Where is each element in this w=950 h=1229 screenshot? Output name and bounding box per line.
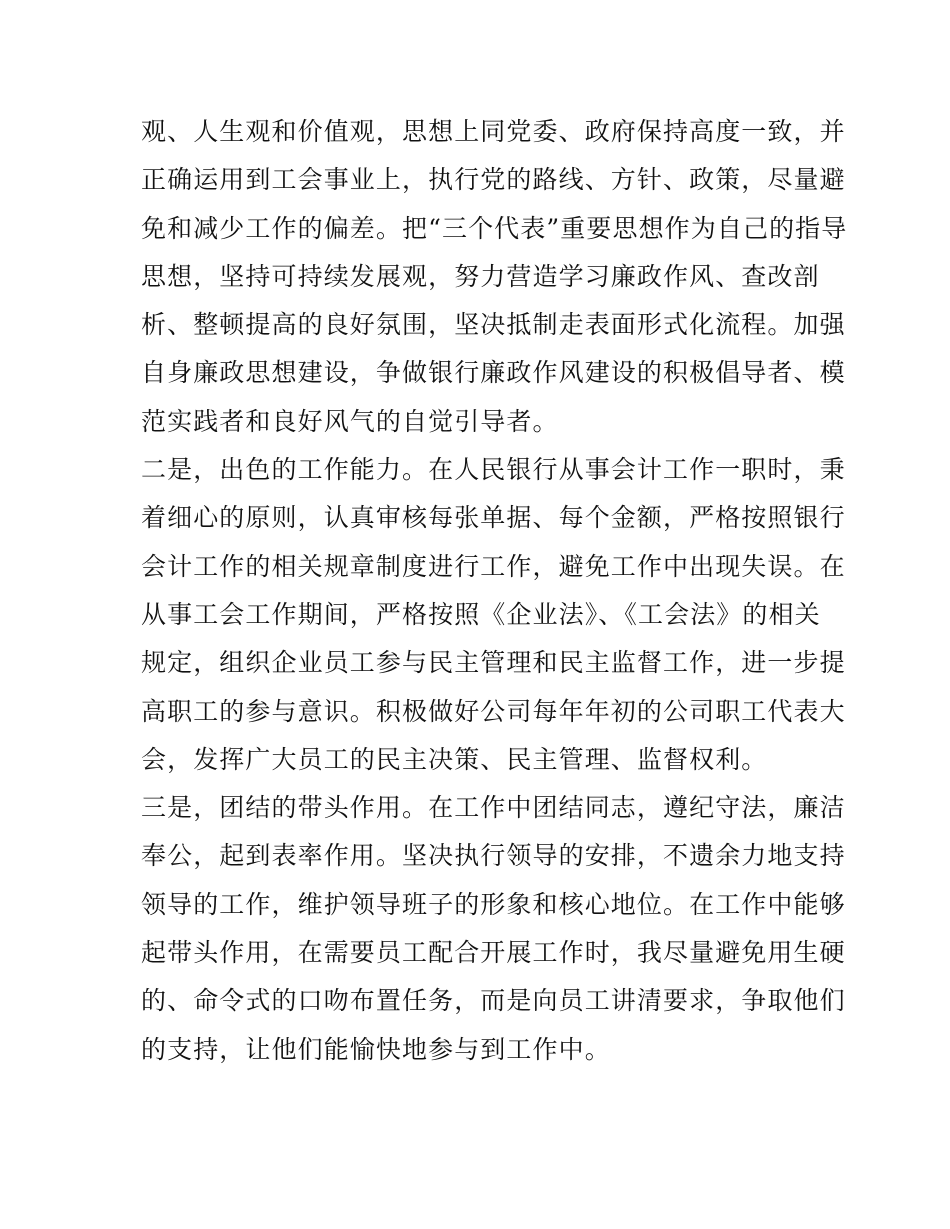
text-line: 会，发挥广大员工的民主决策、民主管理、监督权利。 <box>141 744 768 774</box>
text-line: 会计工作的相关规章制度进行工作，避免工作中出现失误。在 <box>141 551 846 581</box>
text-line: 领导的工作，维护领导班子的形象和核心地位。在工作中能够 <box>141 889 846 919</box>
text-line: 规定，组织企业员工参与民主管理和民主监督工作，进一步提 <box>141 648 846 678</box>
body-text <box>141 108 848 1074</box>
text-line: 析、整顿提高的良好氛围，坚决抵制走表面形式化流程。加强 <box>141 310 846 340</box>
text-line: 免和减少工作的偏差。把“三个代表”重要思想作为自己的指导 <box>141 213 848 243</box>
text-line: 正确运用到工会事业上，执行党的路线、方针、政策，尽量避 <box>141 165 846 195</box>
text-line: 着细心的原则，认真审核每张单据、每个金额，严格按照银行 <box>141 503 846 533</box>
text-line: 从事工会工作期间，严格按照《企业法》、《工会法》的相关 <box>141 599 821 629</box>
text-line: 的、命令式的口吻布置任务，而是向员工讲清要求，争取他们 <box>141 986 846 1016</box>
text-line: 自身廉政思想建设，争做银行廉政作风建设的积极倡导者、模 <box>141 358 846 388</box>
text-line: 起带头作用，在需要员工配合开展工作时，我尽量避免用生硬 <box>141 938 846 968</box>
text-line: 观、人生观和价值观，思想上同党委、政府保持高度一致，并 <box>141 117 846 146</box>
text-line: 范实践者和良好风气的自觉引导者。 <box>141 406 559 436</box>
text-line: 的支持，让他们能愉快地参与到工作中。 <box>141 1034 611 1064</box>
paragraph-start-line: 三是，团结的带头作用。在工作中团结同志，遵纪守法，廉洁 <box>141 793 846 823</box>
text-line: 奉公，起到表率作用。坚决执行领导的安排，不遗余力地支持 <box>141 841 846 871</box>
text-line: 思想，坚持可持续发展观，努力营造学习廉政作风、查改剖 <box>141 261 820 291</box>
text-line: 高职工的参与意识。积极做好公司每年年初的公司职工代表大 <box>141 696 846 726</box>
paragraph-start-line: 二是，出色的工作能力。在人民银行从事会计工作一职时，秉 <box>141 455 846 485</box>
